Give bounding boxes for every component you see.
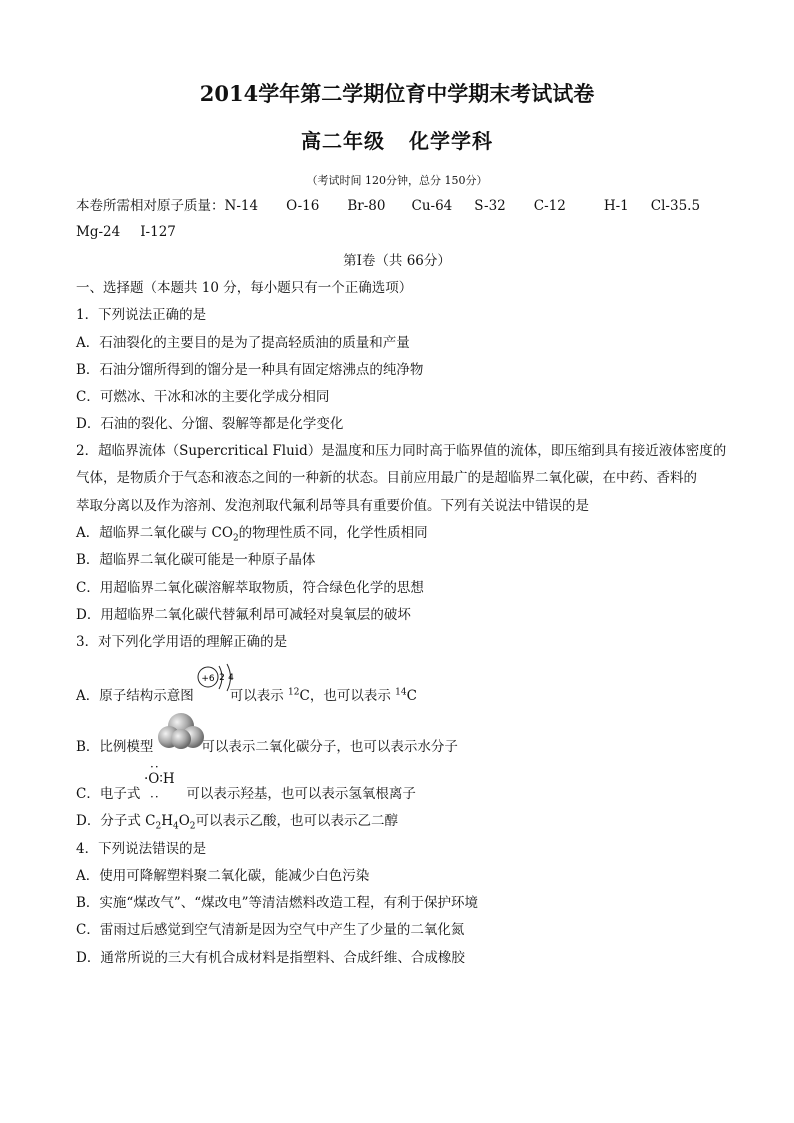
- shell-1-electrons: 2: [219, 673, 225, 683]
- q1-stem: 1．下列说法正确的是: [76, 307, 207, 323]
- q3-d-pre: D．分子式 C: [76, 813, 156, 829]
- q1-option-a: A．石油裂化的主要目的是为了提高轻质油的质量和产量: [76, 335, 410, 351]
- q3-option-b: [76, 735, 458, 755]
- electron-formula-bottom-dots: ··: [150, 790, 160, 804]
- grade-subject: [0, 125, 794, 154]
- q3-a-pre: A．原子结构示意图: [76, 688, 194, 704]
- q2-option-c: C．用超临界二氧化碳溶解萃取物质，符合绿色化学的思想: [76, 580, 424, 596]
- volume-heading: 第Ⅰ卷（共 66分）: [343, 253, 451, 269]
- exam-title: 2014学年第二学期位育中学期末考试试卷: [199, 81, 595, 106]
- q2-stem-line2: 气体，是物质介于气态和液态之间的一种新的状态。目前应用最广的是超临界二氧化碳，在中药、香料的: [76, 470, 697, 486]
- q1-option-d: D．石油的裂化、分馏、裂解等都是化学变化: [76, 416, 344, 432]
- q3-a-mid: 可以表示: [229, 688, 289, 704]
- q3-a-sup1: 12: [288, 687, 300, 698]
- q2-option-a: [76, 521, 428, 544]
- atom-diagram-svg: [194, 658, 240, 694]
- q3-option-d: [76, 809, 398, 832]
- q3-c-pre: C．电子式: [76, 786, 141, 802]
- q2-a-pre: A．超临界二氧化碳与 CO: [76, 525, 233, 541]
- q3-c-post: 可以表示羟基，也可以表示氢氧根离子: [186, 786, 416, 802]
- atomic-mass-item: H-1: [603, 198, 629, 214]
- space-filling-model: [156, 710, 206, 752]
- q3-d-post: 可以表示乙酸，也可以表示乙二醇: [195, 813, 399, 829]
- element-h: H: [161, 813, 173, 829]
- atomic-mass-item: Cl-35.5: [650, 198, 701, 214]
- subject-label: 化学学科: [409, 129, 493, 153]
- q4-stem: 4．下列说法错误的是: [76, 841, 207, 857]
- q3-a-c1: C，也可以表示: [299, 688, 396, 704]
- q2-option-b: B．超临界二氧化碳可能是一种原子晶体: [76, 552, 316, 568]
- atomic-mass-item: Br-80: [347, 198, 386, 214]
- q1-option-c: C．可燃冰、干冰和冰的主要化学成分相同: [76, 389, 330, 405]
- part-heading: 一、选择题（本题共 10 分，每小题只有一个正确选项）: [76, 280, 413, 296]
- front-atom-ball: [171, 729, 191, 749]
- electron-formula: ·O∶H: [144, 771, 175, 787]
- q3-option-a: [76, 684, 417, 704]
- atomic-mass-item: N-14: [224, 198, 259, 214]
- q2-a-post: 的物理性质不同，化学性质相同: [238, 525, 428, 541]
- atomic-mass-item: I-127: [140, 224, 176, 240]
- q1-option-b: B．石油分馏所得到的馏分是一种具有固定熔沸点的纯净物: [76, 362, 424, 378]
- electron-formula-slot: [140, 788, 186, 802]
- q2-a-sub: 2: [232, 533, 239, 544]
- subscript: 4: [172, 821, 179, 832]
- shell-2-electrons: 4: [228, 673, 234, 683]
- q3-option-c: [76, 782, 416, 802]
- q2-stem-line3: 萃取分离以及作为溶剂、发泡剂取代氟利昂等具有重要价值。下列有关说法中错误的是: [76, 498, 589, 514]
- q3-a-sup2: 14: [395, 687, 407, 698]
- q4-option-a: A．使用可降解塑料聚二氧化碳，能减少白色污染: [76, 868, 370, 884]
- subscript: 2: [189, 821, 196, 832]
- element-o: O: [178, 813, 190, 829]
- q3-a-c2: C: [406, 688, 417, 704]
- atomic-mass-item: Cu-64: [411, 198, 453, 214]
- q4-option-b: B．实施“煤改气”、“煤改电”等清洁燃料改造工程，有利于保护环境: [76, 895, 479, 911]
- q2-stem-line1: 2．超临界流体（Supercritical Fluid）是温度和压力同时高于临界值的流体，即压缩到具有接近液体密度的: [76, 443, 727, 459]
- q2-option-d: D．用超临界二氧化碳代替氟利昂可减轻对臭氧层的破坏: [76, 607, 411, 623]
- electron-formula-top-dots: ··: [150, 760, 160, 774]
- q3-b-post: 可以表示二氧化碳分子，也可以表示水分子: [201, 739, 458, 755]
- nucleus-charge: +6: [201, 674, 215, 684]
- q3-stem: 3．对下列化学用语的理解正确的是: [76, 634, 288, 650]
- subscript: 2: [155, 821, 162, 832]
- exam-info: （考试时间 120分钟，总分 150分）: [306, 174, 488, 187]
- atomic-mass-label: 本卷所需相对原子质量：: [76, 198, 225, 214]
- q4-option-c: C．雷雨过后感觉到空气清新是因为空气中产生了少量的二氧化氮: [76, 922, 465, 938]
- q3-b-pre: B．比例模型: [76, 739, 154, 755]
- atomic-mass-item: C-12: [533, 198, 566, 214]
- atomic-mass-item: S-32: [474, 198, 506, 214]
- atomic-mass-item: O-16: [286, 198, 320, 214]
- atomic-mass-list: [76, 196, 756, 242]
- grade-label: 高二年级: [301, 129, 385, 153]
- atomic-mass-item: Mg-24: [76, 224, 121, 240]
- q4-option-d: D．通常所说的三大有机合成材料是指塑料、合成纤维、合成橡胶: [76, 950, 465, 966]
